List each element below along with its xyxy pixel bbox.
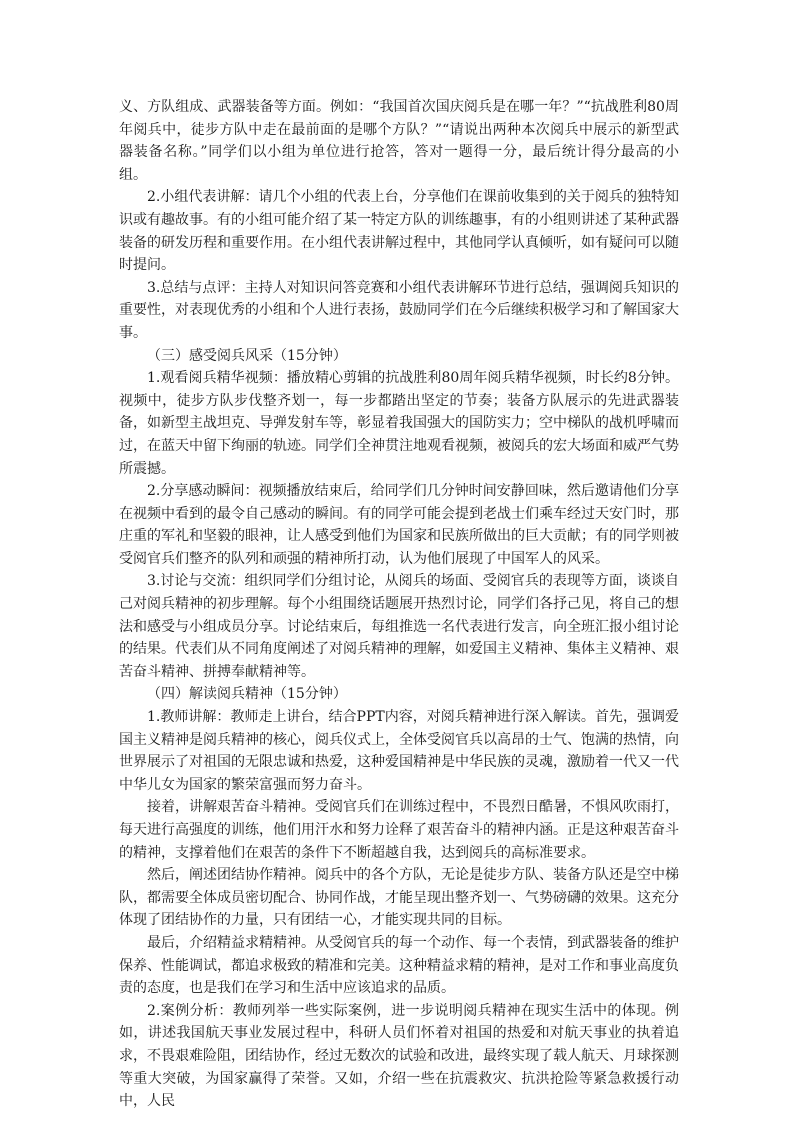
paragraph-excellence-spirit: 最后，介绍精益求精精神。从受阅官兵的每一个动作、每一个表情，到武器装备的维护保养、性能调试，都追求极致的精准和完美。这种精益求精的精神，是对工作和事业高度负责的态度，也是我们在学习和生活中应该追求的品质。 <box>119 934 679 997</box>
paragraph-share-moments: 2.分享感动瞬间：视频播放结束后，给同学们几分钟时间安静回味，然后邀请他们分享在视频中看到的最令自己感动的瞬间。有的同学可能会提到老战士们乘车经过天安门时，那庄重的军礼和坚毅的眼神，让人感受到他们为国家和民族所做出的巨大贡献；有的同学则被受阅官兵们整齐的队列和顽强的精神所打动，认为他们展现了中国军人的风采。 <box>119 483 679 567</box>
paragraph-discussion: 3.讨论与交流：组织同学们分组讨论，从阅兵的场面、受阅官兵的表现等方面，谈谈自己对阅兵精神的初步理解。每个小组围绕话题展开热烈讨论，同学们各抒己见，将自己的想法和感受与小组成员分享。讨论结束后，每组推选一名代表进行发言，向全班汇报小组讨论的结果。代表们从不同角度阐述了对阅兵精神的理解，如爱国主义精神、集体主义精神、艰苦奋斗精神、拼搏奉献精神等。 <box>119 573 679 680</box>
paragraph-summary-review: 3.总结与点评：主持人对知识问答竞赛和小组代表讲解环节进行总结，强调阅兵知识的重要性，对表现优秀的小组和个人进行表扬，鼓励同学们在今后继续积极学习和了解国家大事。 <box>119 279 679 341</box>
section-heading-interpret-spirit: （四）解读阅兵精神（15分钟） <box>147 686 347 703</box>
paragraph-quiz-examples: 义、方队组成、武器装备等方面。例如：“我国首次国庆阅兵是在哪一年？”“抗战胜利80周年阅兵中，徒步方队中走在最前面的是哪个方队？”“请说出两种本次阅兵中展示的新型武器装备名称。”同学们以小组为单位进行抢答，答对一题得一分，最后统计得分最高的小组。 <box>119 99 679 183</box>
paragraph-watch-video: 1.观看阅兵精华视频：播放精心剪辑的抗战胜利80周年阅兵精华视频，时长约8分钟。视频中，徒步方队步伐整齐划一，每一步都踏出坚定的节奏；装备方队展示的先进武器装备，如新型主战坦克、导弹发射车等，彰显着我国强大的国防实力；空中梯队的战机呼啸而过，在蓝天中留下绚丽的轨迹。同学们全神贯注地观看视频，被阅兵的宏大场面和威严气势所震撼。 <box>119 370 679 477</box>
paragraph-case-analysis: 2.案例分析：教师列举一些实际案例，进一步说明阅兵精神在现实生活中的体现。例如，讲述我国航天事业发展过程中，科研人员们怀着对祖国的热爱和对航天事业的执着追求，不畏艰难险阻，团结协作，经过无数次的试验和改进，最终实现了载人航天、月球探测等重大突破，为国家赢得了荣誉。又如，介绍一些在抗震救灾、抗洪抢险等紧急救援行动中，人民 <box>119 1002 679 1110</box>
paragraph-teamwork-spirit: 然后，阐述团结协作精神。阅兵中的各个方队，无论是徒步方队、装备方队还是空中梯队，都需要全体成员密切配合、协同作战，才能呈现出整齐划一、气势磅礴的效果。这充分体现了团结协作的力量，只有团结一心，才能实现共同的目标。 <box>119 867 679 929</box>
document-body <box>119 96 679 1113</box>
paragraph-group-presentation: 2.小组代表讲解：请几个小组的代表上台，分享他们在课前收集到的关于阅兵的独特知识或有趣故事。有的小组可能介绍了某一特定方队的训练趣事，有的小组则讲述了某种武器装备的研发历程和重要作用。在小组代表讲解过程中，其他同学认真倾听，如有疑问可以随时提问。 <box>119 189 679 274</box>
paragraph-hard-work-spirit: 接着，讲解艰苦奋斗精神。受阅官兵们在训练过程中，不畏烈日酷暑，不惧风吹雨打，每天进行高强度的训练，他们用汗水和努力诠释了艰苦奋斗的精神内涵。正是这种艰苦奋斗的精神，支撑着他们在艰苦的条件下不断超越自我，达到阅兵的高标准要求。 <box>119 799 679 861</box>
paragraph-teacher-explains: 1.教师讲解：教师走上讲台，结合PPT内容，对阅兵精神进行深入解读。首先，强调爱国主义精神是阅兵精神的核心，阅兵仪式上，全体受阅官兵以高昂的士气、饱满的热情，向世界展示了对祖国的无限忠诚和热爱，这种爱国精神是中华民族的灵魂，激励着一代又一代中华儿女为国家的繁荣富强而努力奋斗。 <box>119 709 679 793</box>
section-heading-feel-parade: （三）感受阅兵风采（15分钟） <box>147 347 347 364</box>
